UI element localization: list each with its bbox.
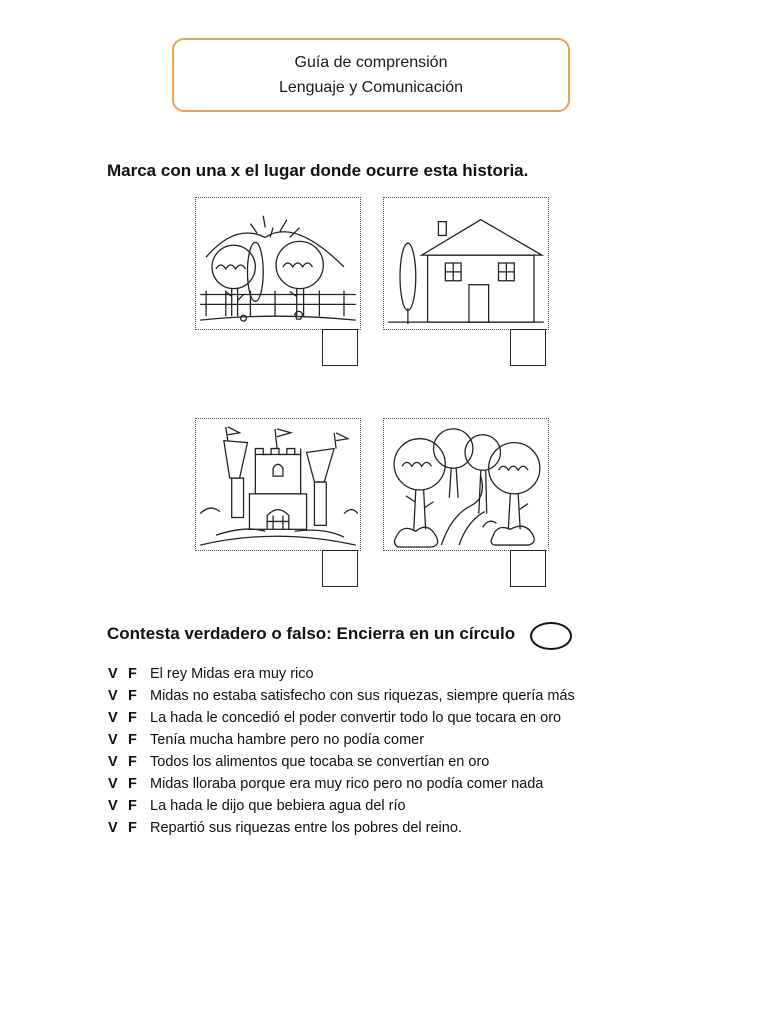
false-option[interactable]: F (128, 820, 137, 836)
section2-instruction: Contesta verdadero o falso: Encierra en un círculo (107, 624, 516, 643)
statement-text: Tenía mucha hambre pero no podía comer (150, 732, 425, 748)
worksheet-title: Guía de comprensión (294, 54, 448, 71)
list-item (108, 817, 668, 839)
castle-icon (196, 419, 360, 550)
farm-landscape-picture (195, 197, 361, 330)
true-option[interactable]: V (108, 820, 118, 836)
true-option[interactable]: V (108, 798, 118, 814)
true-option[interactable]: V (108, 776, 118, 792)
true-false-list (108, 663, 668, 839)
true-option[interactable]: V (108, 710, 118, 726)
statement-text: Midas lloraba porque era muy rico pero no podía comer nada (150, 776, 544, 792)
true-option[interactable]: V (108, 666, 118, 682)
title-box (172, 38, 570, 112)
house-picture (383, 197, 549, 330)
list-item (108, 773, 668, 795)
farm-checkbox[interactable] (322, 329, 358, 366)
castle-picture (195, 418, 361, 551)
castle-checkbox[interactable] (322, 550, 358, 587)
list-item (108, 663, 668, 685)
true-option[interactable]: V (108, 732, 118, 748)
statement-text: Repartió sus riquezas entre los pobres del reino. (150, 820, 462, 836)
list-item (108, 751, 668, 773)
forest-picture (383, 418, 549, 551)
statement-text: El rey Midas era muy rico (150, 666, 314, 682)
false-option[interactable]: F (128, 798, 137, 814)
false-option[interactable]: F (128, 754, 137, 770)
list-item (108, 685, 668, 707)
statement-text: La hada le concedió el poder convertir todo lo que tocara en oro (150, 710, 562, 726)
list-item (108, 795, 668, 817)
house-checkbox[interactable] (510, 329, 546, 366)
statement-text: Todos los alimentos que tocaba se convertían en oro (150, 754, 490, 770)
true-option[interactable]: V (108, 688, 118, 704)
true-option[interactable]: V (108, 754, 118, 770)
list-item (108, 729, 668, 751)
farm-landscape-icon (196, 198, 360, 329)
false-option[interactable]: F (128, 776, 137, 792)
list-item (108, 707, 668, 729)
forest-checkbox[interactable] (510, 550, 546, 587)
worksheet-subject: Lenguaje y Comunicación (278, 79, 464, 96)
false-option[interactable]: F (128, 732, 137, 748)
section1-instruction: Marca con una x el lugar donde ocurre esta historia. (107, 161, 529, 180)
false-option[interactable]: F (128, 710, 137, 726)
false-option[interactable]: F (128, 666, 137, 682)
statement-text: La hada le dijo que bebiera agua del río (150, 798, 406, 814)
forest-icon (384, 419, 548, 550)
false-option[interactable]: F (128, 688, 137, 704)
circle-example-icon (530, 622, 572, 650)
house-icon (384, 198, 548, 329)
statement-text: Midas no estaba satisfecho con sus riquezas, siempre quería más (150, 688, 575, 704)
